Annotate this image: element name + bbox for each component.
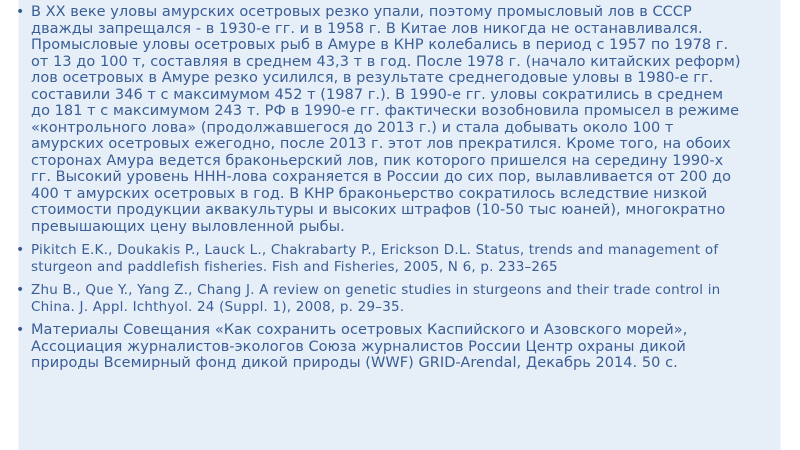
bullet-marker: •: [16, 322, 25, 338]
bullet-list: [16, 4, 746, 379]
bullet-marker: •: [16, 282, 25, 298]
bullet-marker: •: [16, 4, 25, 20]
bullet-text: Zhu B., Que Y., Yang Z., Chang J. A review on genetic studies in sturgeons and their trade control in China. J. Appl. Ichthyol. 24 (Suppl. 1), 2008, p. 29–35.: [31, 282, 721, 315]
bullet-text: В ХХ веке уловы амурских осетровых резко упали, поэтому промысловый лов в СССР дважды запрещался - в 1930-е гг. и в 1958 г. В Китае лов никогда не останавливался. Промысловые уловы осетровых рыб в Амуре в КНР колебались в период с 1957 по 1978 г. от 13 до 100 т, составляя в среднем 43,3 т в год. После 1978 г. (начало китайских реформ) лов осетровых в Амуре резко усилился, в результате среднегодовые уловы в 1980-е гг. составили 346 т с максимумом 452 т (1987 г.). В 1990-е гг. уловы сократились в среднем до 181 т с максимумом 243 т. РФ в 1990-е гг. фактически возобновила промысел в режиме «контрольного лова» (продолжавшегося до 2013 г.) и стала добывать около 100 т амурских осетровых ежегодно, после 2013 г. этот лов прекратился. Кроме того, на обоих сторонах Амура ведется браконьерский лов, пик которого пришелся на середину 1990-х гг. Высокий уровень ННН-лова сохраняется в России до сих пор, вылавливается от 200 до 400 т амурских осетровых в год. В КНР браконьерство сократилось вследствие низкой стоимости продукции аквакультуры и высоких штрафов (10-50 тыс юаней), многократно превышающих цену выловленной рыбы.: [31, 4, 741, 235]
bullet-text: Pikitch E.K., Doukakis P., Lauck L., Chakrabarty P., Erickson D.L. Status, trends and management of sturgeon and paddlefish fisheries. Fish and Fisheries, 2005, N 6, p. 233–265: [31, 242, 719, 275]
bullet-reference-pikitch: [16, 242, 746, 275]
bullet-catch-history: [16, 4, 746, 235]
bullet-reference-zhu: [16, 282, 746, 315]
bullet-reference-materials: [16, 322, 746, 372]
bullet-text: Материалы Совещания «Как сохранить осетровых Каспийского и Азовского морей», Ассоциация журналистов-экологов Союза журналистов России Центр охраны дикой природы Всемирный фонд дикой природы (WWF) GRID-Arendal, Декабрь 2014. 50 с.: [31, 322, 688, 371]
bullet-marker: •: [16, 242, 25, 258]
